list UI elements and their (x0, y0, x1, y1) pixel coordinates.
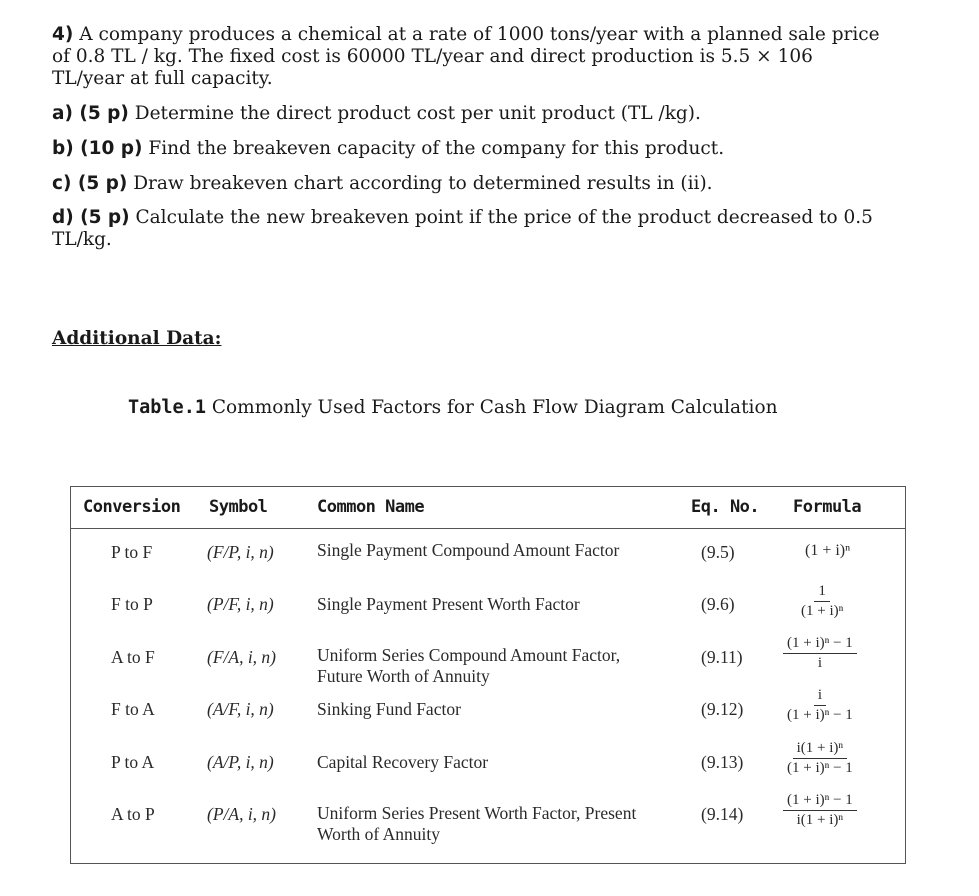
question-text: A company produces a chemical at a rate of 1000 tons/year with a planned sale price of 0.8 TL / kg. The fixed cost is 60000 TL/year and direct production is 5.5 × 106 TL/year at full capacity. (52, 24, 880, 89)
part-c-label: c) (5 p) (52, 173, 128, 194)
part-b (52, 138, 882, 160)
header-formula: Formula (793, 497, 862, 517)
cell-formula (783, 635, 857, 672)
part-d-label: d) (5 p) (52, 207, 130, 228)
table-caption-text: Commonly Used Factors for Cash Flow Diagram Calculation (211, 397, 778, 418)
cell-conversion: A to F (111, 647, 155, 667)
formula-denominator: (1 + i)ⁿ − 1 (787, 760, 853, 776)
cell-formula (783, 792, 857, 829)
cell-symbol: (F/P, i, n) (207, 542, 274, 562)
part-b-label: b) (10 p) (52, 138, 143, 159)
part-c (52, 173, 882, 195)
cell-symbol: (P/A, i, n) (207, 804, 277, 824)
cell-eq-no: (9.11) (701, 647, 743, 667)
cell-symbol: (P/F, i, n) (207, 594, 274, 614)
formula-numerator: i (814, 687, 826, 706)
part-c-text: Draw breakeven chart according to determined results in (ii). (133, 173, 713, 194)
header-common-name: Common Name (317, 497, 425, 517)
cell-formula (797, 583, 847, 620)
cell-eq-no: (9.12) (701, 699, 744, 719)
additional-data-heading: Additional Data: (52, 328, 222, 349)
cell-common-name: Sinking Fund Factor (317, 699, 461, 719)
cell-common-name: Single Payment Compound Amount Factor (317, 540, 620, 560)
factors-table (70, 486, 906, 864)
formula-numerator: i(1 + i)ⁿ (793, 740, 848, 759)
header-conversion: Conversion (83, 497, 181, 517)
cell-common-name: Uniform Series Present Worth Factor, Present Worth of Annuity (317, 803, 637, 844)
formula-denominator: i (817, 655, 822, 671)
cell-formula (783, 687, 857, 724)
part-d-text: Calculate the new breakeven point if the price of the product decreased to 0.5 TL/kg. (52, 207, 873, 250)
cell-symbol: (F/A, i, n) (207, 647, 277, 667)
cell-eq-no: (9.5) (701, 542, 735, 562)
cell-conversion: A to P (111, 804, 155, 824)
header-symbol: Symbol (209, 497, 268, 517)
question-number: 4) (52, 24, 74, 45)
formula-denominator: (1 + i)ⁿ (801, 603, 844, 619)
formula-numerator: 1 (814, 583, 830, 602)
cell-eq-no: (9.14) (701, 804, 744, 824)
cell-symbol: (A/P, i, n) (207, 752, 274, 772)
part-a-label: a) (5 p) (52, 103, 129, 124)
formula-numerator: (1 + i)ⁿ − 1 (783, 792, 857, 811)
cell-symbol: (A/F, i, n) (207, 699, 274, 719)
formula-denominator: (1 + i)ⁿ − 1 (787, 707, 853, 723)
cell-conversion: F to P (111, 594, 153, 614)
cell-formula (783, 740, 857, 777)
part-b-text: Find the breakeven capacity of the company for this product. (148, 138, 725, 159)
table-header-row (71, 487, 905, 529)
cell-common-name: Uniform Series Compound Amount Factor, Future Worth of Annuity (317, 645, 621, 686)
cell-conversion: P to F (111, 542, 153, 562)
cell-conversion: F to A (111, 699, 155, 719)
cell-eq-no: (9.13) (701, 752, 744, 772)
part-a-text: Determine the direct product cost per unit product (TL /kg). (134, 103, 701, 124)
table-caption-label: Table.1 (128, 397, 206, 418)
cell-common-name: Capital Recovery Factor (317, 752, 489, 772)
formula-denominator: i(1 + i)ⁿ (796, 812, 844, 828)
part-a (52, 103, 882, 125)
question-intro (52, 24, 882, 90)
cell-common-name: Single Payment Present Worth Factor (317, 594, 580, 614)
header-eq-no: Eq. No. (691, 497, 760, 517)
table-caption (128, 397, 778, 418)
cell-eq-no: (9.6) (701, 594, 735, 614)
part-d (52, 207, 882, 251)
cell-conversion: P to A (111, 752, 155, 772)
cell-formula: (1 + i)ⁿ (805, 542, 851, 559)
formula-numerator: (1 + i)ⁿ − 1 (783, 635, 857, 654)
